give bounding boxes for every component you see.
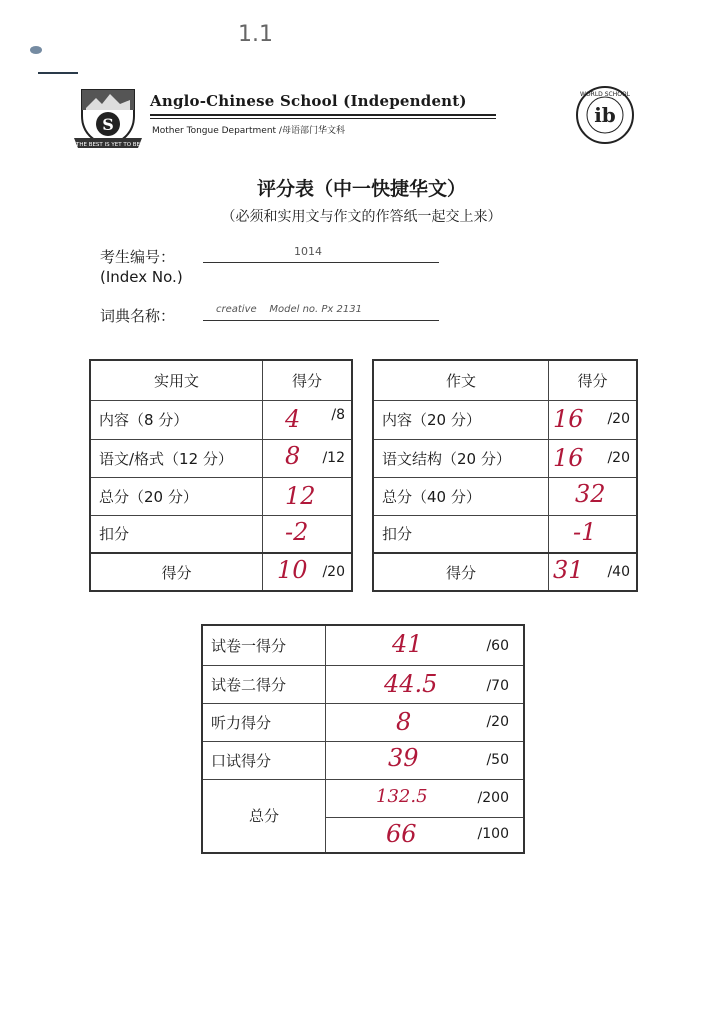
practical-language-label: 语文/格式（12 分） [90, 439, 263, 477]
essay-language-score: 16 [553, 443, 584, 472]
essay-content-score: 16 [553, 404, 584, 433]
dictionary-label: 词典名称： [100, 307, 176, 325]
practical-deduction-label: 扣分 [90, 515, 263, 553]
essay-language-label: 语文结构（20 分） [373, 439, 549, 477]
index-line [203, 262, 439, 263]
grand-total-200-cell [326, 779, 525, 817]
department: Mother Tongue Department /母语部门华文科 [152, 126, 345, 136]
grand-total-100-cell [326, 817, 525, 853]
crest-letter: S [102, 115, 114, 134]
practical-total-max: /20 [322, 564, 345, 580]
practical-content-score: 4 [285, 404, 301, 433]
header-rule-bottom [150, 118, 496, 119]
essay-content-max: /20 [607, 410, 630, 427]
index-value: 1014 [294, 245, 322, 258]
school-name: Anglo-Chinese School (Independent) [150, 92, 467, 110]
essay-deduction-cell [549, 515, 638, 553]
practical-language-cell [263, 439, 353, 477]
paper2-label: 试卷二得分 [202, 665, 326, 703]
essay-header-score: 得分 [549, 360, 638, 400]
essay-deduction-score: -1 [573, 517, 597, 546]
practical-subtotal-cell [263, 477, 353, 515]
paper2-cell [326, 665, 525, 703]
scan-dot [30, 46, 42, 54]
paper2-max: /70 [486, 677, 509, 694]
essay-content-cell [549, 400, 638, 439]
essay-subtotal-cell [549, 477, 638, 515]
form-subtitle: （必须和实用文与作文的作答纸一起交上来） [221, 209, 502, 225]
page-mark: 1.1 [238, 22, 273, 47]
practical-deduction-score: -2 [285, 517, 309, 546]
paper2-score: 44.5 [384, 669, 438, 698]
practical-total-score: 10 [277, 556, 308, 584]
essay-header-label: 作文 [373, 360, 549, 400]
essay-total-score: 31 [553, 556, 584, 584]
essay-deduction-label: 扣分 [373, 515, 549, 553]
practical-subtotal-label: 总分（20 分） [90, 477, 263, 515]
practical-content-max: /8 [331, 406, 345, 423]
paper1-cell [326, 625, 525, 665]
grand-total-200-max: /200 [477, 789, 509, 806]
scan-mark [38, 72, 78, 74]
form-title: 评分表（中一快捷华文） [256, 178, 466, 200]
essay-subtotal-score: 32 [575, 479, 606, 508]
essay-content-label: 内容（20 分） [373, 400, 549, 439]
listening-score: 8 [396, 707, 412, 736]
essay-subtotal-label: 总分（40 分） [373, 477, 549, 515]
practical-deduction-cell [263, 515, 353, 553]
essay-language-max: /20 [607, 449, 630, 466]
paper1-label: 试卷一得分 [202, 625, 326, 665]
practical-header-label: 实用文 [90, 360, 263, 400]
grand-total-100-max: /100 [477, 825, 509, 842]
listening-cell [326, 703, 525, 741]
grand-total-100-score: 66 [386, 819, 417, 848]
oral-score: 39 [388, 743, 419, 772]
practical-language-score: 8 [285, 441, 301, 470]
index-label: 考生编号： [100, 248, 176, 266]
essay-table [372, 359, 638, 592]
practical-writing-table [89, 359, 353, 592]
essay-total-max: /40 [607, 564, 630, 580]
listening-max: /20 [486, 713, 509, 730]
essay-total-cell [549, 553, 638, 591]
school-crest [72, 82, 144, 152]
paper1-score: 41 [392, 630, 423, 658]
practical-content-cell [263, 400, 353, 439]
grand-total-200-score: 132.5 [376, 785, 428, 807]
paper1-max: /60 [486, 638, 509, 654]
essay-total-label: 得分 [373, 553, 549, 591]
practical-total-cell [263, 553, 353, 591]
dictionary-line [203, 320, 439, 321]
crest-motto: THE BEST IS YET TO BE [75, 142, 141, 148]
oral-label: 口试得分 [202, 741, 326, 779]
summary-table [201, 624, 525, 854]
practical-header-score: 得分 [263, 360, 353, 400]
oral-max: /50 [486, 751, 509, 768]
oral-cell [326, 741, 525, 779]
ib-world-school-logo [574, 84, 636, 146]
ib-world-school-text: WORLD SCHOOL [580, 91, 630, 98]
grand-total-label: 总分 [202, 779, 326, 853]
practical-content-label: 内容（8 分） [90, 400, 263, 439]
practical-total-label: 得分 [90, 553, 263, 591]
essay-language-cell [549, 439, 638, 477]
practical-subtotal-score: 12 [285, 481, 316, 510]
listening-label: 听力得分 [202, 703, 326, 741]
index-label-en: (Index No.) [100, 268, 183, 286]
practical-language-max: /12 [322, 449, 345, 466]
header-rule-top [150, 114, 496, 116]
dictionary-value: creative Model no. Px 2131 [216, 304, 362, 315]
ib-letters: ib [594, 103, 616, 127]
